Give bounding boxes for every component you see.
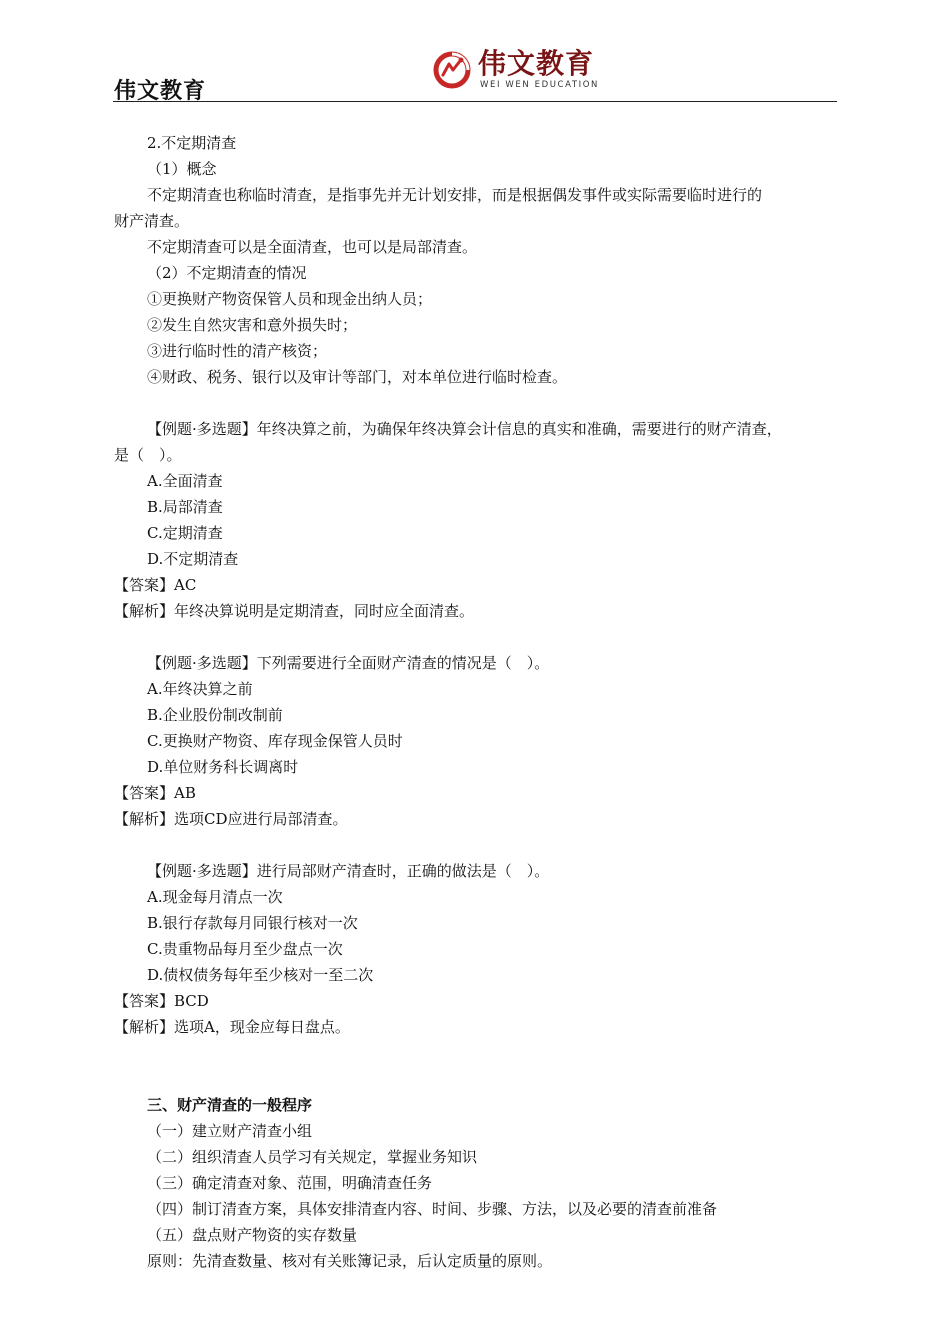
paragraph-line: 不定期清查可以是全面清查，也可以是局部清查。 [147, 238, 478, 256]
subsection-label: （1）概念 [147, 160, 217, 178]
list-item: ②发生自然灾害和意外损失时； [147, 316, 358, 334]
option-item: A.全面清查 [147, 472, 223, 490]
option-item: D.债权债务每年至少核对一至二次 [147, 966, 374, 984]
company-logo [432, 48, 602, 94]
section-heading: 2.不定期清查 [147, 134, 237, 152]
header-title: 伟文教育 [114, 79, 207, 104]
option-item: C.更换财产物资、库存现金保管人员时 [147, 732, 403, 750]
option-item: A.现金每月清点一次 [147, 888, 283, 906]
option-item: B.银行存款每月同银行核对一次 [147, 914, 358, 932]
logo-english-text: WEI WEN EDUCATION [480, 80, 599, 90]
answer-line: 【答案】BCD [114, 992, 209, 1010]
example-question: 【例题·多选题】年终决算之前，为确保年终决算会计信息的真实和准确，需要进行的财产清查， [147, 420, 782, 438]
answer-line: 【答案】AB [114, 784, 196, 802]
option-item: B.局部清查 [147, 498, 223, 516]
answer-line: 【答案】AC [114, 576, 197, 594]
step-item: （一）建立财产清查小组 [147, 1122, 313, 1140]
step-item: （四）制订清查方案，具体安排清查内容、时间、步骤、方法，以及必要的清查前准备 [147, 1200, 718, 1218]
header-divider [113, 101, 837, 102]
option-item: C.定期清查 [147, 524, 223, 542]
example-question: 【例题·多选题】下列需要进行全面财产清查的情况是（ ）。 [147, 654, 550, 672]
list-item: ③进行临时性的清产核资； [147, 342, 328, 360]
analysis-line: 【解析】年终决算说明是定期清查，同时应全面清查。 [114, 602, 475, 620]
document-body [114, 130, 838, 1274]
option-item: D.不定期清查 [147, 550, 239, 568]
analysis-line: 【解析】选项A，现金应每日盘点。 [114, 1018, 350, 1036]
principle-line: 原则：先清查数量、核对有关账簿记录，后认定质量的原则。 [147, 1252, 553, 1270]
option-item: D.单位财务科长调离时 [147, 758, 299, 776]
analysis-line: 【解析】选项CD应进行局部清查。 [114, 810, 348, 828]
example-question: 【例题·多选题】进行局部财产清查时，正确的做法是（ ）。 [147, 862, 550, 880]
example-question: 是（ ）。 [114, 446, 182, 464]
section-heading: 三、财产清查的一般程序 [147, 1096, 313, 1114]
option-item: B.企业股份制改制前 [147, 706, 283, 724]
logo-emblem-icon [432, 50, 472, 90]
option-item: C.贵重物品每月至少盘点一次 [147, 940, 343, 958]
step-item: （五）盘点财产物资的实存数量 [147, 1226, 358, 1244]
paragraph-line: 不定期清查也称临时清查，是指事先并无计划安排，而是根据偶发事件或实际需要临时进行的 [147, 186, 763, 204]
paragraph-line: 财产清查。 [114, 212, 190, 230]
step-item: （二）组织清查人员学习有关规定，掌握业务知识 [147, 1148, 478, 1166]
option-item: A.年终决算之前 [147, 680, 253, 698]
step-item: （三）确定清查对象、范围，明确清查任务 [147, 1174, 433, 1192]
list-item: ①更换财产物资保管人员和现金出纳人员； [147, 290, 433, 308]
subsection-label: （2）不定期清查的情况 [147, 264, 307, 282]
logo-chinese-text: 伟文教育 [478, 47, 595, 80]
list-item: ④财政、税务、银行以及审计等部门，对本单位进行临时检查。 [147, 368, 568, 386]
